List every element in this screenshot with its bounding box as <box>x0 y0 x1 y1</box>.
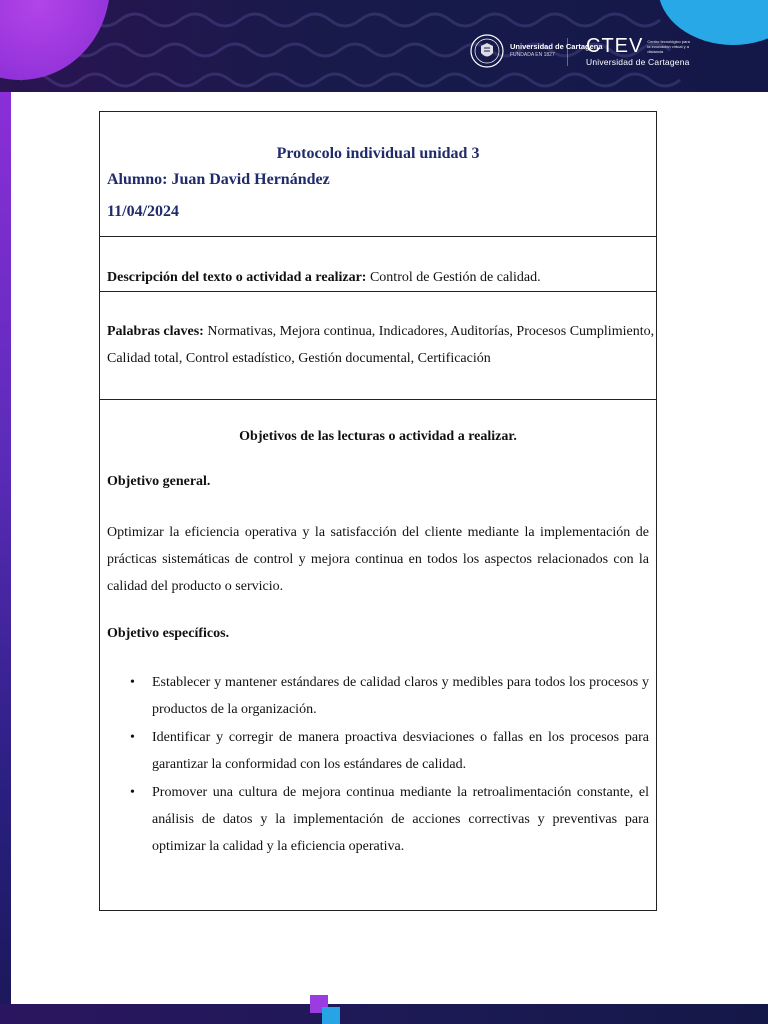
universidad-de-cartagena-logo <box>470 33 603 69</box>
protocol-table <box>99 111 657 911</box>
specific-objectives-list <box>107 669 656 860</box>
ctev-logo <box>586 36 691 67</box>
list-item-text: Establecer y mantener estándares de calidad claros y medibles para todos los procesos y productos de la organización. <box>152 675 649 717</box>
general-objective-title: Objetivo general. <box>107 474 211 489</box>
objectives-title: Objetivos de las lecturas o actividad a realizar. <box>239 429 517 444</box>
ctev-wordmark: CTEV <box>586 35 644 57</box>
keywords-line <box>107 318 656 372</box>
document-date: 11/04/2024 <box>107 203 180 220</box>
description-value: Control de Gestión de calidad. <box>366 270 541 285</box>
footer-band <box>0 1004 768 1024</box>
description-label: Descripción del texto o actividad a realizar: <box>107 270 367 285</box>
ctev-tagline: Centro tecnológico para la innovación virtual y a distancia <box>647 39 690 54</box>
general-objective-text: Optimizar la eficiencia operativa y la satisfacción del cliente mediante la implementación de prácticas sistemáticas de control y mejora continua en todos los aspectos relacionados con la calidad del producto o servicio. <box>107 525 649 594</box>
student-name: Alumno: Juan David Hernández <box>107 171 330 188</box>
bullet-icon: • <box>130 785 135 800</box>
specific-objectives-title: Objetivo específicos. <box>107 626 230 641</box>
university-seal-icon <box>470 34 504 68</box>
udc-tagline: FUNDADA EN 1827 <box>510 52 555 59</box>
logo-divider <box>567 38 568 66</box>
list-item <box>130 779 649 860</box>
list-item <box>130 724 649 778</box>
list-item-text: Identificar y corregir de manera proactiva desviaciones o fallas en los procesos para garantizar la conformidad con los estándares de calidad. <box>152 730 649 772</box>
description-line <box>107 264 656 291</box>
keywords-label: Palabras claves: <box>107 324 204 339</box>
document-title: Protocolo individual unidad 3 <box>276 145 480 162</box>
ctev-subtitle: Universidad de Cartagena <box>586 57 690 67</box>
keywords-cell <box>100 292 656 400</box>
bullet-icon: • <box>130 675 135 690</box>
cyan-square-decoration <box>322 1007 340 1024</box>
keywords-value: Normativas, Mejora continua, Indicadores, Auditorías, Procesos Cumplimiento, Calidad total, Control estadístico, Gestión documental, Certificación <box>107 324 655 366</box>
udc-name: Universidad de Cartagena <box>510 42 603 52</box>
objectives-cell <box>100 400 656 910</box>
bullet-icon: • <box>130 730 135 745</box>
list-item-text: Promover una cultura de mejora continua mediante la retroalimentación constante, el análisis de datos y la implementación de acciones correctivas y preventivas para optimizar la calidad y la eficiencia operativa. <box>152 785 649 854</box>
list-item <box>130 669 649 723</box>
left-accent-strip <box>0 92 11 1024</box>
header-cell <box>100 112 656 237</box>
description-cell <box>100 237 656 292</box>
